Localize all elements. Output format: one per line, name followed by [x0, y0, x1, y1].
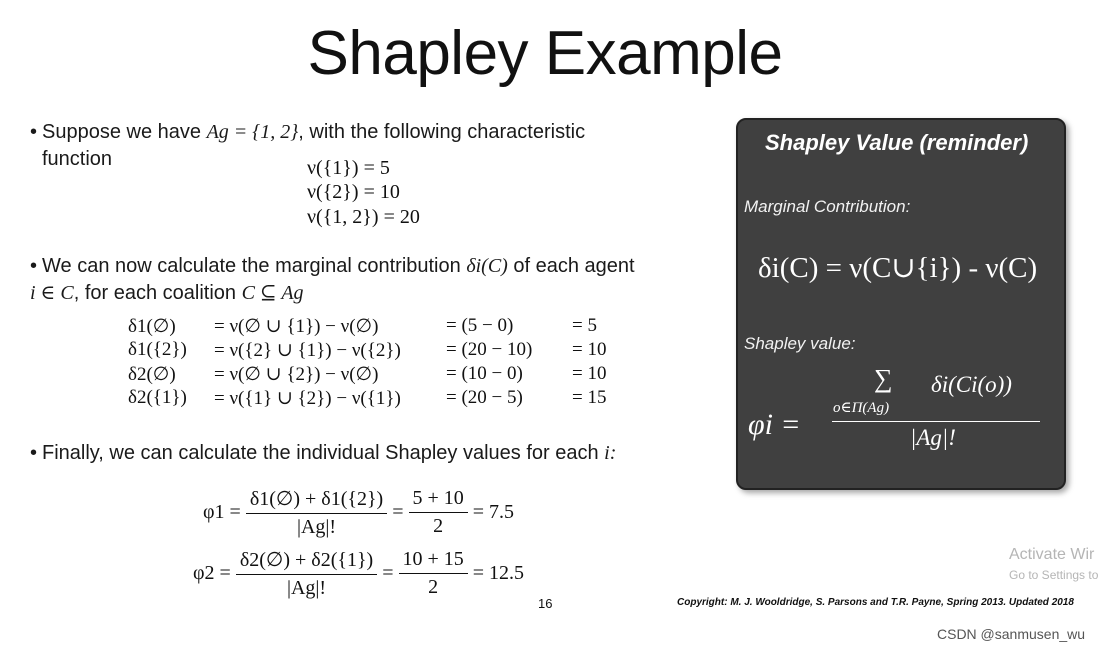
delta-result: = 15	[572, 387, 607, 408]
phi1-equation	[203, 486, 514, 539]
phi2-fraction	[236, 547, 377, 600]
phi1-equals: =	[392, 501, 404, 523]
phi1-fraction-2	[409, 487, 468, 538]
bullet2-math-c: C ⊆ Ag	[241, 282, 304, 304]
phi1-denominator-2: 2	[433, 515, 444, 537]
shapley-sum-subscript: o∈Π(Ag)	[833, 400, 890, 416]
delta-expr: = ν(∅ ∪ {2}) − ν(∅)	[214, 363, 379, 385]
char-fn-2: ν({2}) = 10	[307, 181, 400, 203]
shapley-sum-term: δi(Ci(o))	[931, 372, 1012, 397]
activate-windows-watermark	[1009, 546, 1098, 582]
delta-expr: = ν({2} ∪ {1}) − ν({2})	[214, 339, 401, 361]
delta-expr: = ν({1} ∪ {2}) − ν({1})	[214, 387, 401, 409]
table-row	[128, 338, 606, 362]
phi1-result: = 7.5	[472, 501, 515, 523]
slide-title: Shapley Example	[307, 19, 783, 88]
phi2-denominator: |Ag|!	[286, 577, 327, 599]
phi2-numerator-2: 10 + 15	[399, 548, 468, 574]
bullet2-text-c: , for each coalition	[73, 282, 242, 304]
phi1-numerator: δ1(∅) + δ1({2})	[246, 486, 387, 514]
marginal-contribution-formula: δi(C) = ν(C∪{i}) - ν(C)	[758, 252, 1038, 284]
char-fn-3: ν({1, 2}) = 20	[307, 206, 420, 228]
char-fn-1: ν({1}) = 5	[307, 157, 390, 179]
shapley-sum-sign: ∑	[874, 364, 893, 393]
bullet3-text: Finally, we can calculate the individual Shapley values for each	[42, 442, 605, 464]
reminder-title: Shapley Value (reminder)	[765, 130, 1029, 155]
phi1-denominator: |Ag|!	[296, 516, 337, 538]
phi1-fraction	[246, 486, 387, 539]
delta-lhs: δ2(∅)	[128, 363, 176, 385]
delta-calc: = (20 − 10)	[446, 339, 533, 360]
page-number: 16	[538, 596, 553, 611]
delta-calc: = (20 − 5)	[446, 387, 523, 408]
marginal-contribution-table	[128, 314, 606, 410]
bullet1-text-a: Suppose we have	[42, 121, 207, 143]
delta-lhs: δ1(∅)	[128, 315, 176, 337]
phi1-lhs: φ1 =	[203, 501, 241, 523]
bullet-dot: •	[30, 255, 38, 277]
bullet-dot: •	[30, 121, 38, 143]
copyright-note: Copyright: M. J. Wooldridge, S. Parsons and T.R. Payne, Spring 2013. Updated 2018	[677, 597, 1074, 608]
table-row	[128, 314, 606, 338]
bullet2-math-b: i ∈ C	[30, 282, 74, 304]
shapley-fraction-bar	[832, 421, 1040, 422]
delta-calc: = (10 − 0)	[446, 363, 523, 384]
phi2-fraction-2	[399, 548, 468, 599]
bullet1-text-b: , with the following characteristic	[298, 121, 586, 143]
shapley-reminder-box	[736, 118, 1066, 490]
bullet1-math: Ag = {1, 2}	[206, 121, 299, 143]
phi2-numerator: δ2(∅) + δ2({1})	[236, 547, 377, 575]
phi1-numerator-2: 5 + 10	[409, 487, 468, 513]
marginal-contribution-label: Marginal Contribution:	[744, 197, 911, 216]
csdn-watermark: CSDN @sanmusen_wu	[937, 626, 1086, 642]
bullet-marginal-contribution	[30, 253, 710, 307]
watermark-line2: Go to Settings to	[1009, 568, 1099, 582]
delta-result: = 5	[572, 315, 597, 336]
delta-lhs: δ1({2})	[128, 339, 187, 360]
phi2-denominator-2: 2	[428, 576, 439, 598]
delta-result: = 10	[572, 339, 607, 360]
phi2-equation	[193, 547, 524, 600]
delta-expr: = ν(∅ ∪ {1}) − ν(∅)	[214, 315, 379, 337]
shapley-denominator: |Ag|!	[910, 425, 956, 450]
watermark-line1: Activate Wir	[1009, 546, 1095, 563]
shapley-phi-lhs: φi =	[748, 408, 801, 441]
shapley-value-label: Shapley value:	[744, 334, 856, 353]
bullet2-text-a: We can now calculate the marginal contribution	[42, 255, 467, 277]
bullet2-math-a: δi(C)	[466, 255, 508, 277]
bullet2-text-b: of each agent	[507, 255, 635, 277]
delta-calc: = (5 − 0)	[446, 315, 514, 336]
bullet1-line2: function	[42, 148, 113, 170]
table-row	[128, 362, 606, 386]
table-row	[128, 386, 606, 410]
delta-lhs: δ2({1})	[128, 387, 187, 408]
delta-result: = 10	[572, 363, 607, 384]
phi2-equals: =	[382, 562, 394, 584]
bullet3-math: i:	[604, 442, 617, 464]
phi2-result: = 12.5	[472, 562, 525, 584]
phi2-lhs: φ2 =	[193, 562, 231, 584]
bullet-shapley-values	[30, 440, 710, 467]
bullet-dot: •	[30, 442, 38, 464]
